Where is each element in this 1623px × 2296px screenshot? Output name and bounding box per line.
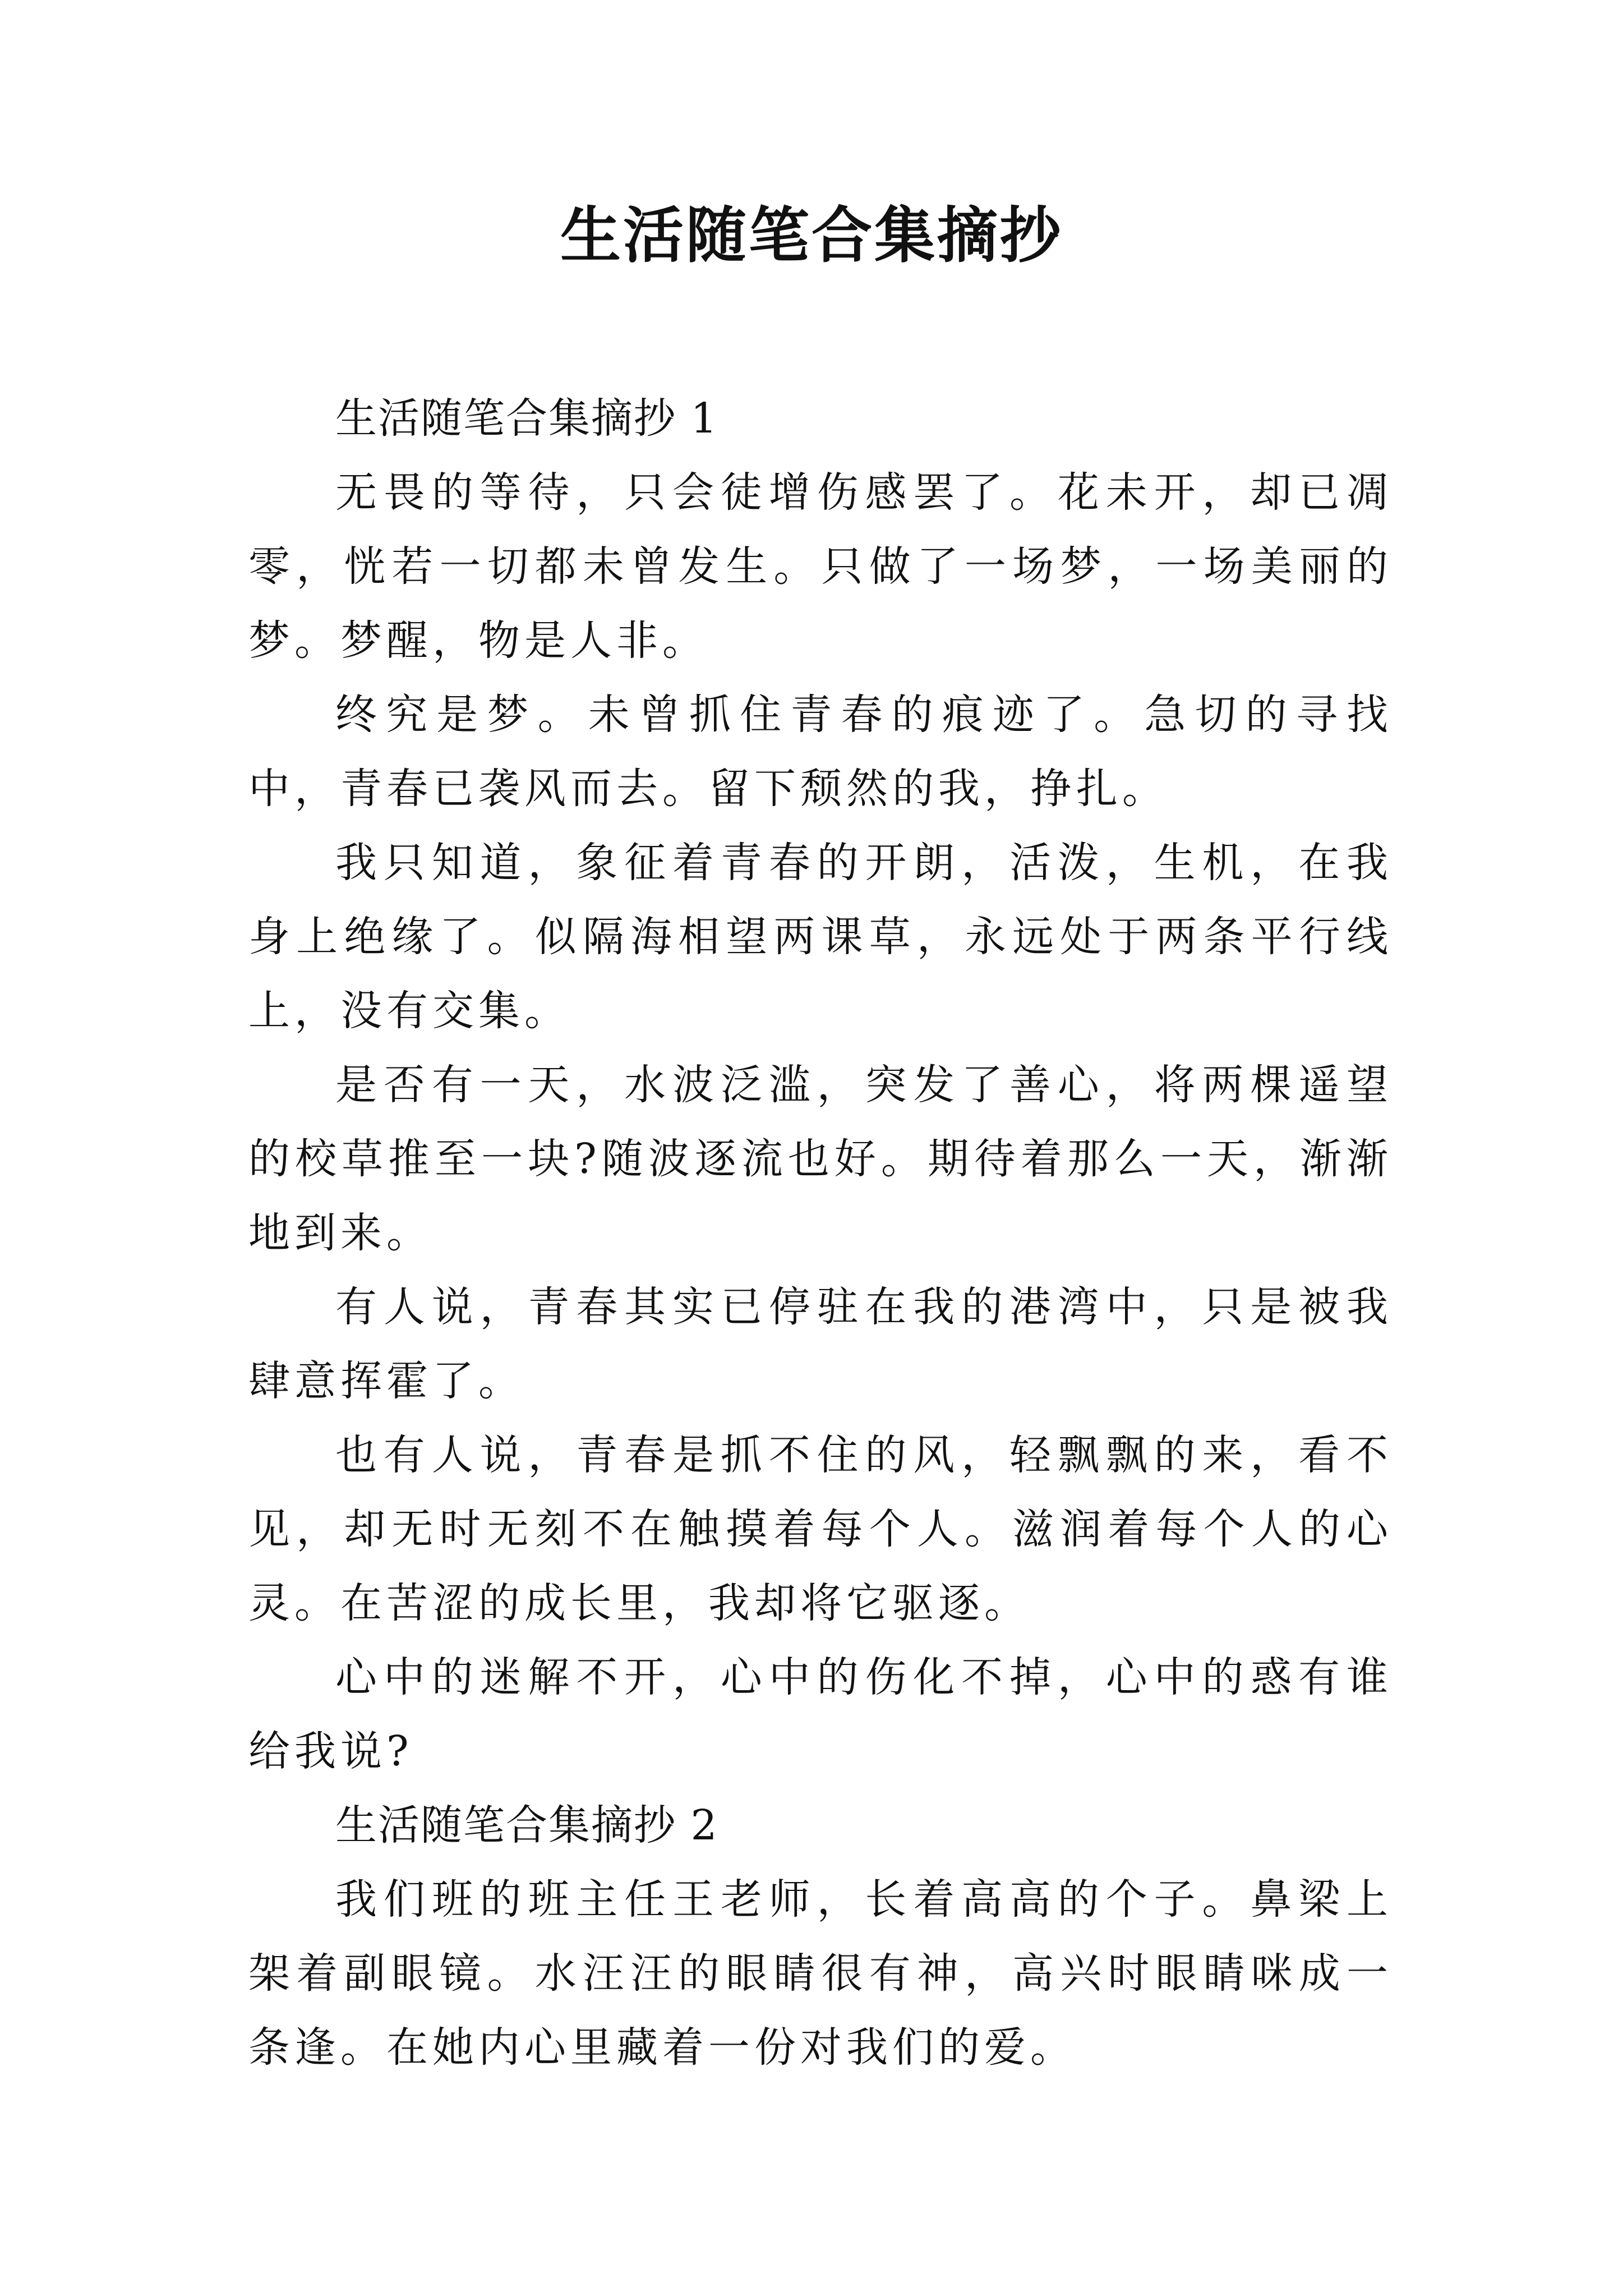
section-heading: 生活随笔合集摘抄 1 — [335, 394, 718, 443]
paragraph: 我们班的班主任王老师，长着高高的个子。鼻梁上架着副眼镜。水汪汪的眼睛很有神，高兴时眼睛咪成一条逢。在她内心里藏着一份对我们的爱。 — [248, 1875, 1393, 2072]
paragraph: 无畏的等待，只会徒增伤感罢了。花未开，却已凋零，恍若一切都未曾发生。只做了一场梦，一场美丽的梦。梦醒，物是人非。 — [248, 468, 1393, 665]
paragraph: 是否有一天，水波泛滥，突发了善心，将两棵遥望的校草推至一块?随波逐流也好。期待着那么一天，渐渐地到来。 — [248, 1061, 1393, 1257]
section-heading: 生活随笔合集摘抄 2 — [335, 1801, 718, 1849]
paragraph: 心中的迷解不开，心中的伤化不掉，心中的惑有谁给我说? — [248, 1653, 1393, 1775]
paragraph: 终究是梦。未曾抓住青春的痕迹了。急切的寻找中，青春已袭风而去。留下颓然的我，挣扎。 — [248, 691, 1393, 813]
document-title: 生活随笔合集摘抄 — [560, 200, 1063, 271]
paragraph: 我只知道，象征着青春的开朗，活泼，生机，在我身上绝缘了。似隔海相望两课草，永远处于两条平行线上，没有交集。 — [248, 839, 1393, 1035]
paragraph: 有人说，青春其实已停驻在我的港湾中，只是被我肆意挥霍了。 — [248, 1283, 1393, 1405]
document-body — [248, 381, 1393, 2085]
paragraph: 也有人说，青春是抓不住的风，轻飘飘的来，看不见，却无时无刻不在触摸着每个人。滋润着每个人的心灵。在苦涩的成长里，我却将它驱逐。 — [248, 1431, 1393, 1627]
